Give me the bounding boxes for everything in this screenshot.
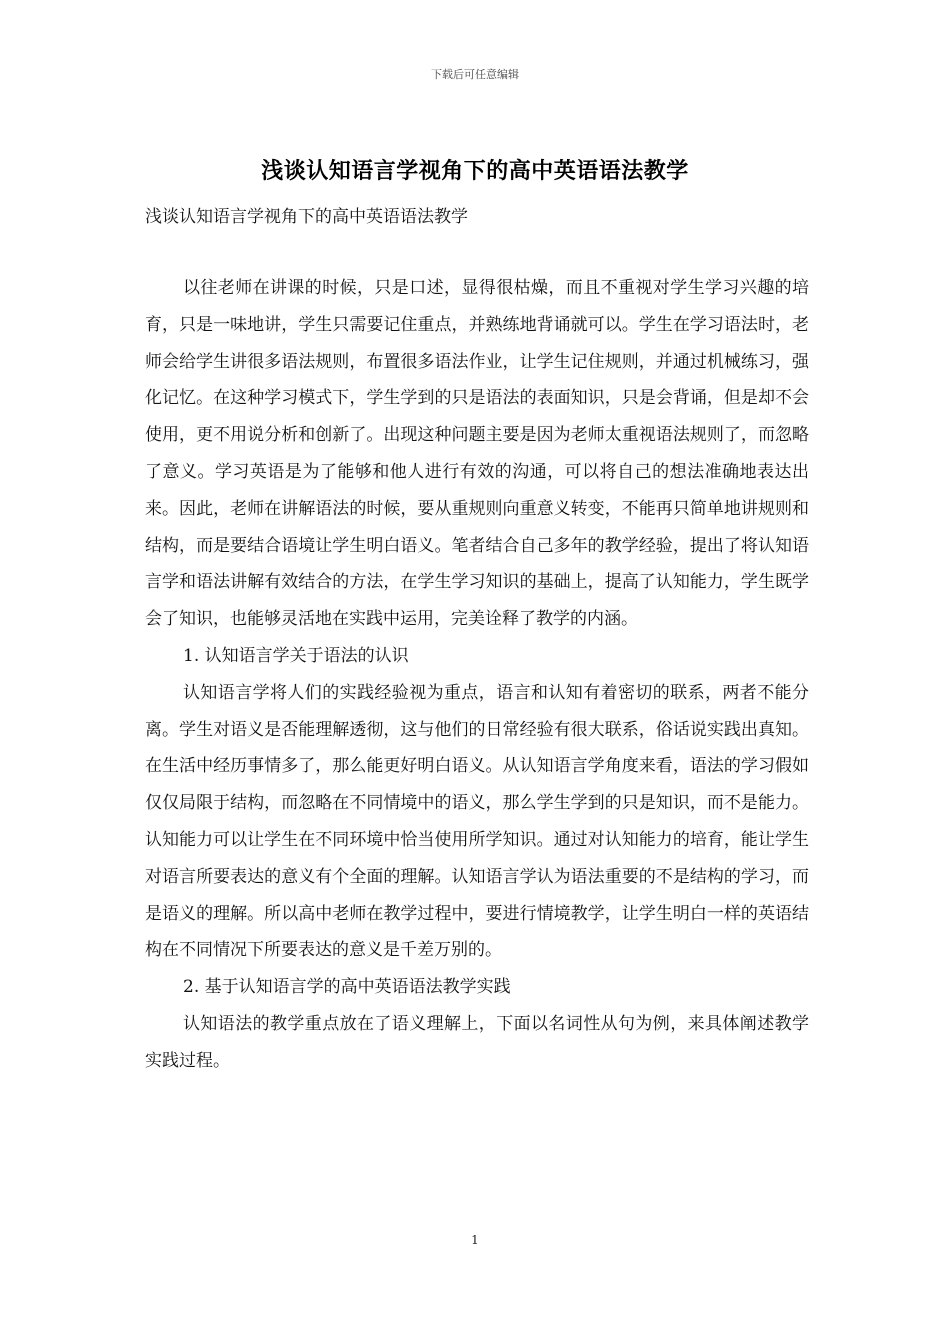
document-body [145, 270, 809, 1080]
body-paragraph: 认知语法的教学重点放在了语义理解上，下面以名词性从句为例，来具体阐述教学实践过程。 [145, 1013, 809, 1071]
document-subtitle: 浅谈认知语言学视角下的高中英语语法教学 [145, 207, 468, 227]
body-paragraph: 认知语言学将人们的实践经验视为重点，语言和认知有着密切的联系，两者不能分离。学生对语义是否能理解透彻，这与他们的日常经验有很大联系，俗话说实践出真知。在生活中经历事情多了，那么能更好明白语义。从认知语言学角度来看，语法的学习假如仅仅局限于结构，而忽略在不同情境中的语义，那么学生学到的只是知识，而不是能力。认知能力可以让学生在不同环境中恰当使用所学知识。通过对认知能力的培育，能让学生对语言所要表达的意义有个全面的理解。认知语言学认为语法重要的不是结构的学习，而是语义的理解。所以高中老师在教学过程中，要进行情境教学，让学生明白一样的英语结构在不同情况下所要表达的意义是千差万别的。 [145, 682, 809, 961]
section-heading: 2. 基于认知语言学的高中英语语法教学实践 [183, 977, 511, 998]
page-header: 下载后可任意编辑 [431, 68, 519, 81]
body-paragraph: 以往老师在讲课的时候，只是口述，显得很枯燥，而且不重视对学生学习兴趣的培育，只是一味地讲，学生只需要记住重点，并熟练地背诵就可以。学生在学习语法时，老师会给学生讲很多语法规则，布置很多语法作业，让学生记住规则，并通过机械练习，强化记忆。在这种学习模式下，学生学到的只是语法的表面知识，只是会背诵，但是却不会使用，更不用说分析和创新了。出现这种问题主要是因为老师太重视语法规则了，而忽略了意义。学习英语是为了能够和他人进行有效的沟通，可以将自己的想法准确地表达出来。因此，老师在讲解语法的时候，要从重规则向重意义转变，不能再只简单地讲规则和结构，而是要结合语境让学生明白语义。笔者结合自己多年的教学经验，提出了将认知语言学和语法讲解有效结合的方法，在学生学习知识的基础上，提高了认知能力，学生既学会了知识，也能够灵活地在实践中运用，完美诠释了教学的内涵。 [145, 278, 809, 630]
section-heading: 1. 认知语言学关于语法的认识 [183, 645, 409, 666]
document-title: 浅谈认知语言学视角下的高中英语语法教学 [261, 159, 689, 184]
page-number: 1 [471, 1233, 479, 1247]
